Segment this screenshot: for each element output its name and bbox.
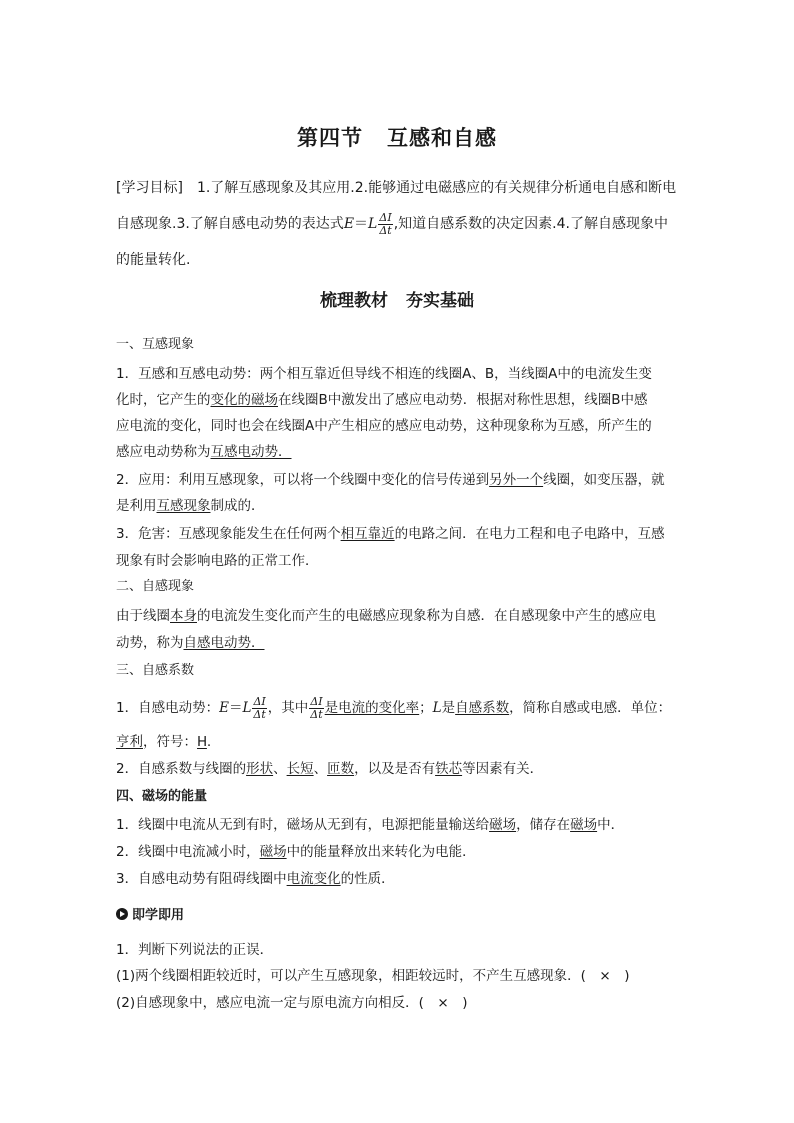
formula-l: L xyxy=(368,216,378,232)
paragraph-line: 1．自感电动势：E＝L $\frac{\Delta I}{\Delta t}$ ，其中 $\frac{\Delta I}{\Delta t}$ 是电流的变化率；L是自感系数，简称自感或电感．单位： xyxy=(116,694,672,721)
paragraph-line: 是利用互感现象制成的． xyxy=(116,498,265,514)
paragraph-line: 亨利，符号：H. xyxy=(116,734,212,750)
paragraph-line: 3．危害：互感现象能发生在任何两个相互靠近的电路之间．在电力工程和电子电路中，互感 xyxy=(116,526,665,542)
underlined-answer: 相互靠近 xyxy=(340,526,395,542)
paragraph-line: 应电流的变化，同时也会在线圈A中产生相应的感应电动势，这种现象称为互感，所产生的 xyxy=(116,418,652,434)
paragraph-line: 感应电动势称为互感电动势． xyxy=(116,444,292,460)
formula-fraction xyxy=(378,212,392,237)
formula-equals: ＝ xyxy=(354,216,369,232)
section-title xyxy=(0,286,794,311)
underlined-answer: 另外一个 xyxy=(489,472,544,488)
underlined-answer: 形状 xyxy=(246,761,274,777)
question-line: 1．判断下列说法的正误． xyxy=(116,942,274,958)
heading-mutual-induction: 一、互感现象 xyxy=(116,337,195,352)
underlined-answer: 长短 xyxy=(286,761,314,777)
paragraph-line: 2．应用：利用互感现象，可以将一个线圈中变化的信号传递到另外一个线圈，如变压器，就 xyxy=(116,472,665,488)
fraction-denominator: Δt xyxy=(379,223,392,237)
goals-label: [学习目标] xyxy=(116,180,183,196)
underlined-answer: 匝数 xyxy=(327,761,355,777)
question-line: (1)两个线圈相距较近时，可以产生互感现象，相距较远时，不产生互感现象．( × ) xyxy=(116,968,630,984)
goals-text-1: 1.了解互感现象及其应用.2.能够通过电磁感应的有关规律分析通电自感和断电自感现象.3.了解自感电动势的表达式 xyxy=(116,180,677,232)
underlined-answer: H xyxy=(197,734,207,750)
underlined-answer: 互感现象 xyxy=(156,498,211,514)
paragraph-line: 化时，它产生的变化的磁场在线圈B中激发出了感应电动势．根据对称性思想，线圈B中感 xyxy=(116,392,648,408)
learning-goals xyxy=(116,170,680,278)
formula-fraction: $\frac{\Delta I}{\Delta t}$ xyxy=(253,694,266,721)
underlined-answer: 本身 xyxy=(170,608,197,624)
paragraph-line: 1．线圈中电流从无到有时，磁场从无到有，电源把能量输送给磁场，储存在磁场中． xyxy=(116,817,625,833)
title-topic: 互感和自感 xyxy=(387,126,497,150)
underlined-answer: 磁场 xyxy=(259,844,287,860)
paragraph-line: 2．自感系数与线圈的形状、长短、匝数，以及是否有铁芯等因素有关． xyxy=(116,761,544,777)
underlined-answer: 电流变化 xyxy=(286,871,341,887)
formula-e: E xyxy=(343,216,355,232)
underlined-answer: 自感电动势． xyxy=(183,635,265,651)
paragraph-line: 1．互感和互感电动势：两个相互靠近但导线不相连的线圈A、B，当线圈A中的电流发生变 xyxy=(116,366,652,382)
underlined-answer: 亨利 xyxy=(116,734,143,750)
underlined-answer: 铁芯 xyxy=(435,761,463,777)
underlined-answer: 变化的磁场 xyxy=(210,392,278,408)
question-line: (2)自感现象中，感应电流一定与原电流方向相反．( × ) xyxy=(116,995,468,1011)
goals-text-2: ,知道自感系数的决定因素.4.了解自感现象中的能量转化. xyxy=(116,216,668,268)
paragraph-line: 2．线圈中电流减小时，磁场中的能量释放出来转化为电能． xyxy=(116,844,476,860)
page-title xyxy=(0,122,794,152)
paragraph-line: 动势，称为自感电动势． xyxy=(116,635,265,651)
paragraph-line: 3．自感电动势有阻碍线圈中电流变化的性质． xyxy=(116,871,395,887)
heading-magnetic-energy: 四、磁场的能量 xyxy=(116,789,208,804)
heading-self-induction: 二、自感现象 xyxy=(116,579,195,594)
underlined-answer: 磁场 xyxy=(489,817,517,833)
section-title-part-1: 梳理教材 xyxy=(320,291,388,311)
underlined-answer: 磁场 xyxy=(570,817,598,833)
heading-self-inductance: 三、自感系数 xyxy=(116,663,195,678)
fraction-numerator: ΔI xyxy=(379,210,392,224)
paragraph-line: 现象有时会影响电路的正常工作． xyxy=(116,553,319,569)
formula-fraction: $\frac{\Delta I}{\Delta t}$ xyxy=(310,694,323,721)
title-section-number: 第四节 xyxy=(297,126,363,150)
section-title-part-2: 夯实基础 xyxy=(406,291,474,311)
underlined-answer: 互感电动势． xyxy=(210,444,292,460)
practice-heading: 即学即用 xyxy=(116,906,184,926)
play-circle-icon xyxy=(116,908,128,920)
underlined-answer: 是电流的变化率 xyxy=(324,700,420,716)
underlined-answer: 自感系数 xyxy=(455,700,510,716)
paragraph-line: 由于线圈本身的电流发生变化而产生的电磁感应现象称为自感．在自感现象中产生的感应电 xyxy=(116,608,656,624)
